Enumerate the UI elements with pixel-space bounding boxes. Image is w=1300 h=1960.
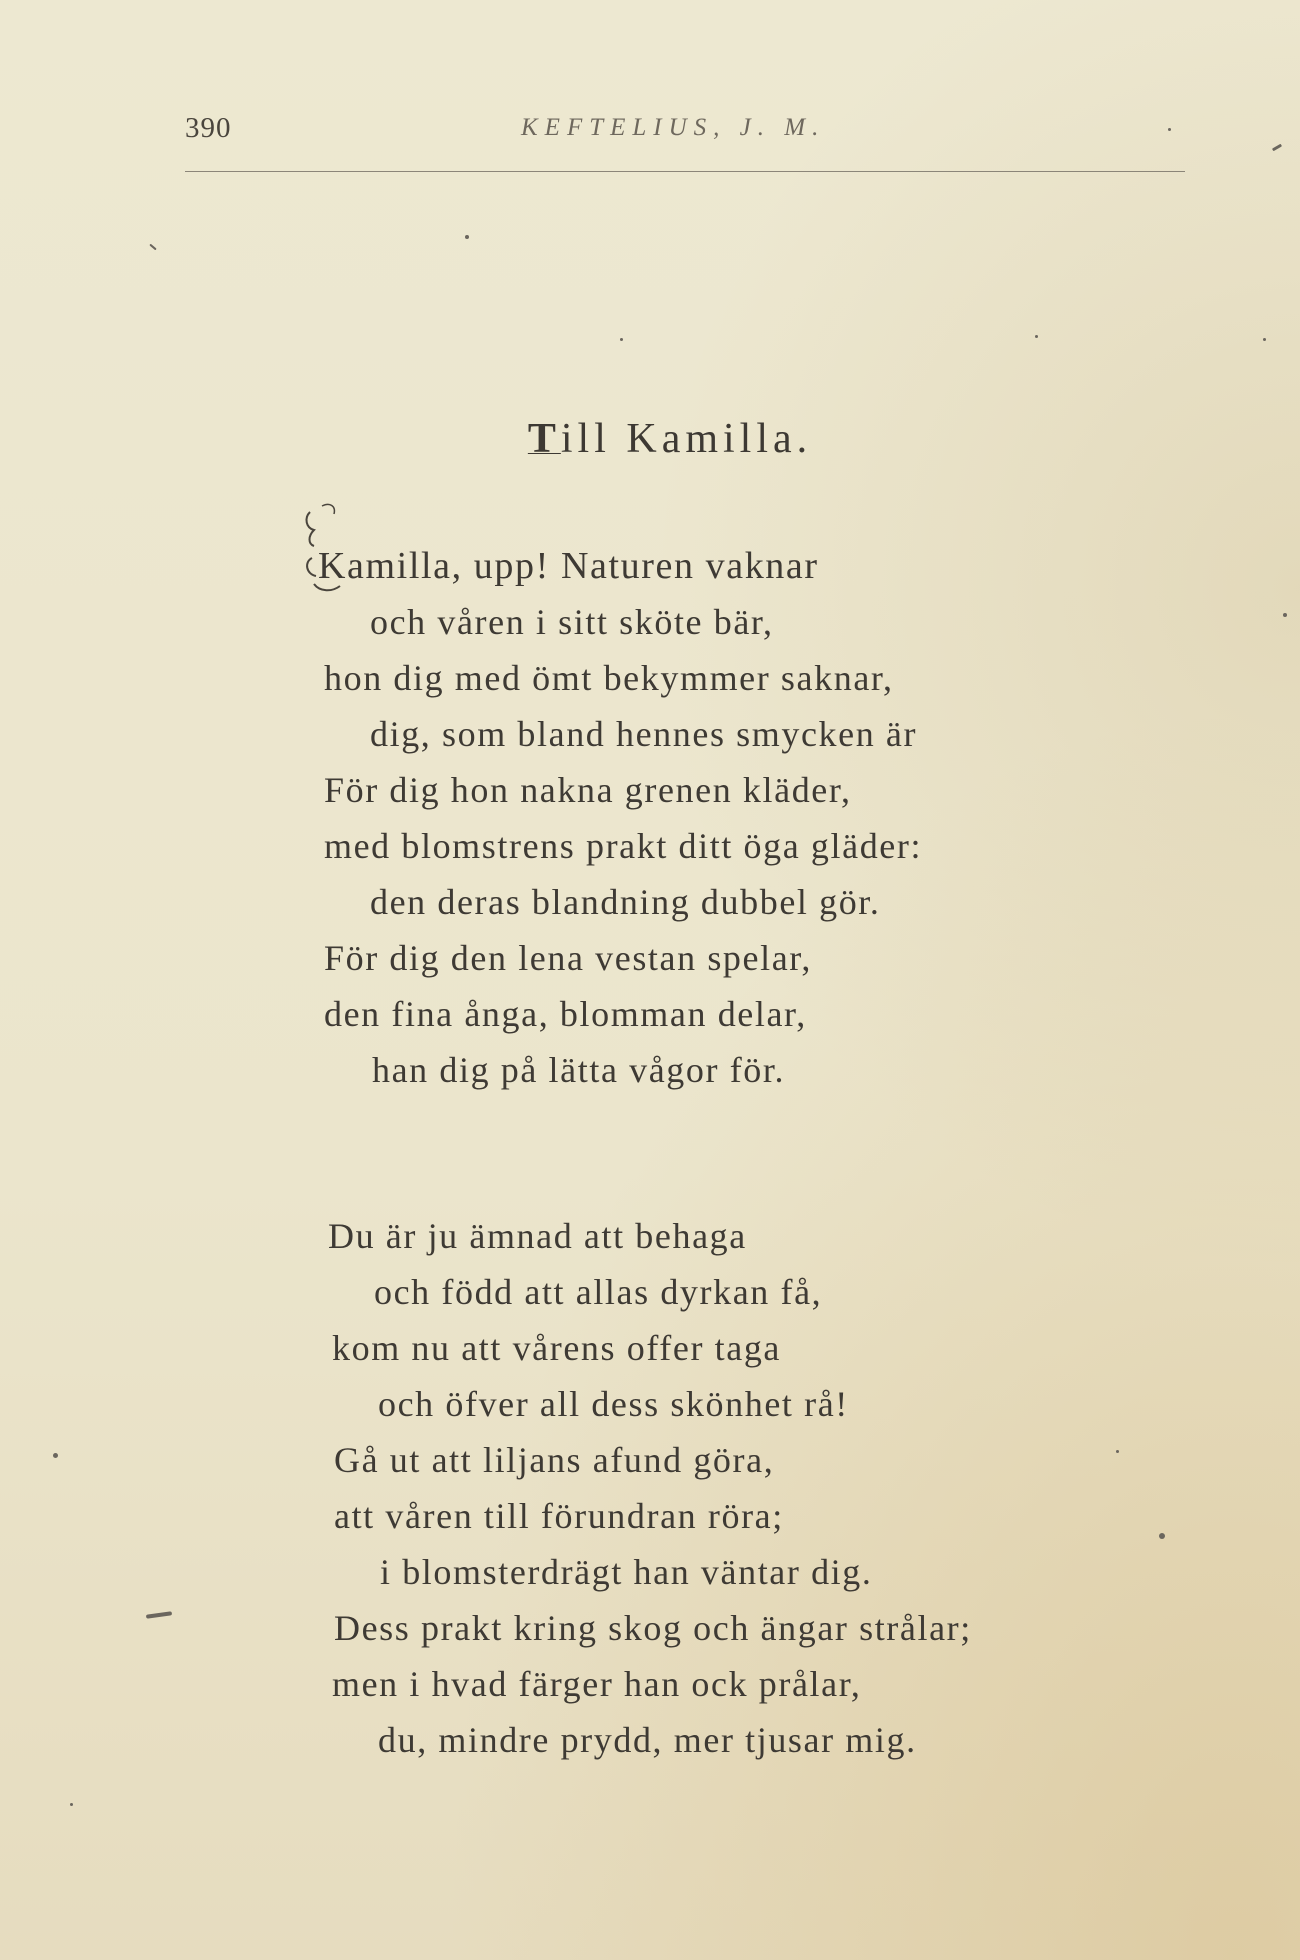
- poem-line: den fina ånga, blomman delar,: [324, 994, 807, 1034]
- poem-line: Du är ju ämnad att behaga: [328, 1216, 747, 1256]
- poem-line: dig, som bland hennes smycken är: [370, 714, 918, 754]
- poem-line: med blomstrens prakt ditt öga gläder:: [324, 826, 923, 866]
- page-number: 390: [185, 112, 232, 144]
- print-speck: [1272, 144, 1282, 152]
- header-rule: [185, 171, 1185, 172]
- poem-line: men i hvad färger han ock prålar,: [332, 1664, 862, 1704]
- poem-line: Gå ut att liljans afund göra,: [334, 1440, 775, 1480]
- poem-line: och våren i sitt sköte bär,: [370, 602, 774, 642]
- poem-line: i blomsterdrägt han väntar dig.: [380, 1552, 873, 1592]
- poem-line: att våren till förundran röra;: [334, 1496, 784, 1536]
- poem-line: och född att allas dyrkan få,: [374, 1272, 823, 1312]
- print-speck: [1159, 1533, 1165, 1539]
- title-text: ill Kamilla.: [560, 416, 813, 462]
- running-head: [185, 112, 1185, 152]
- poem-line: Kamilla, upp! Naturen vaknar: [318, 545, 819, 587]
- print-speck: [149, 244, 156, 251]
- poem-line: den deras blandning dubbel gör.: [370, 882, 881, 922]
- poem-title: [0, 415, 1300, 463]
- poem-line: han dig på lätta vågor för.: [372, 1050, 786, 1090]
- print-speck: [1283, 613, 1287, 617]
- print-speck: [70, 1803, 73, 1806]
- poem-line: du, mindre prydd, mer tjusar mig.: [378, 1720, 917, 1760]
- print-speck: [465, 235, 469, 239]
- print-speck: [1168, 128, 1171, 131]
- poem-line: För dig hon nakna grenen kläder,: [324, 770, 852, 810]
- print-speck: [1035, 335, 1038, 338]
- title-initial: T: [527, 416, 561, 462]
- print-speck: [1263, 338, 1266, 341]
- print-speck: [1116, 1450, 1119, 1453]
- poem-line: För dig den lena vestan spelar,: [324, 938, 813, 978]
- poem-line: Dess prakt kring skog och ängar strålar;: [334, 1608, 972, 1648]
- poem-line: och öfver all dess skönhet rå!: [378, 1384, 849, 1424]
- running-title: KEFTELIUS, J. M.: [521, 114, 826, 141]
- poem-line: hon dig med ömt bekymmer saknar,: [324, 658, 894, 698]
- print-speck: [620, 338, 623, 341]
- print-speck: [146, 1611, 172, 1619]
- poem-line: kom nu att vårens offer taga: [332, 1328, 781, 1368]
- print-speck: [53, 1453, 58, 1458]
